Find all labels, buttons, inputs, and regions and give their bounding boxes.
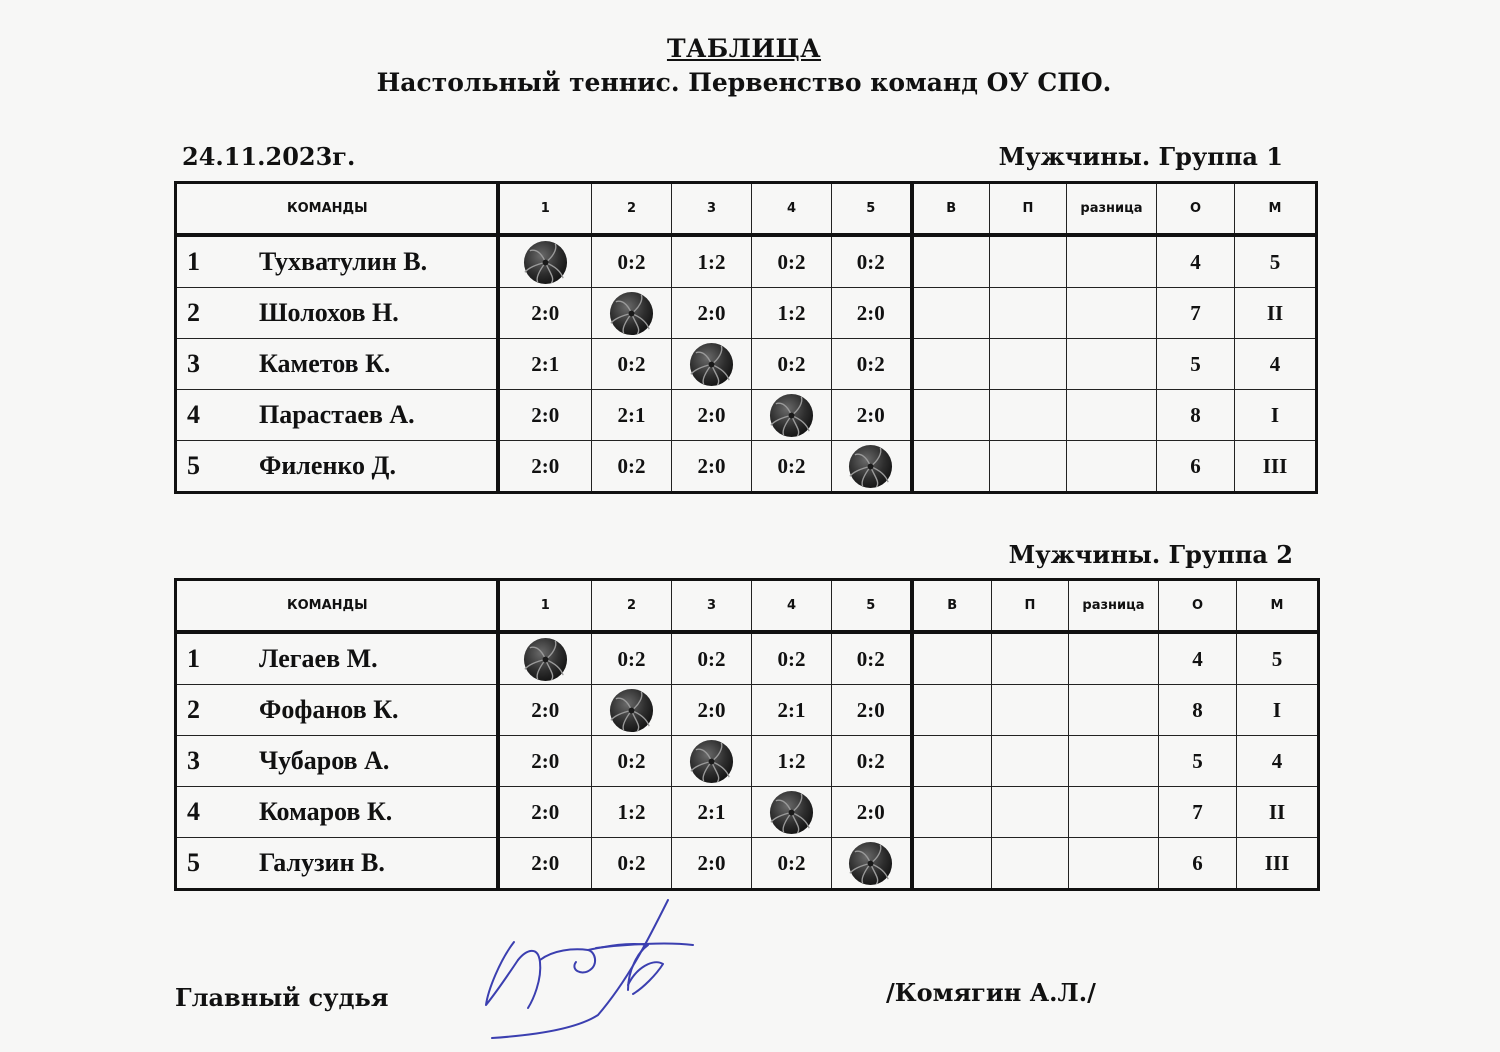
score-cell: 0:2 — [592, 339, 672, 390]
team-cell — [176, 632, 498, 685]
score-cell: 2:0 — [832, 390, 912, 441]
self-match-ball-icon — [498, 632, 592, 685]
signature-icon — [478, 890, 708, 1040]
diff-cell — [1069, 787, 1159, 838]
header-points: О — [1159, 580, 1237, 633]
score-cell: 2:1 — [672, 787, 752, 838]
points-cell: 5 — [1157, 339, 1235, 390]
header-losses: П — [990, 183, 1067, 236]
losses-cell — [992, 787, 1069, 838]
diff-cell — [1067, 390, 1157, 441]
losses-cell — [990, 441, 1067, 493]
score-cell: 2:0 — [832, 787, 912, 838]
header-diff: разница — [1069, 580, 1159, 633]
team-name: Чубаров А. — [259, 746, 390, 775]
wins-cell — [912, 235, 990, 288]
place-cell: I — [1237, 685, 1319, 736]
team-number: 3 — [187, 349, 200, 378]
header-col-4: 4 — [752, 183, 832, 236]
header-losses: П — [992, 580, 1069, 633]
table-row — [176, 838, 1319, 890]
table-row — [176, 339, 1317, 390]
team-cell — [176, 736, 498, 787]
points-cell: 4 — [1157, 235, 1235, 288]
points-cell: 7 — [1157, 288, 1235, 339]
score-cell: 1:2 — [752, 288, 832, 339]
points-cell: 7 — [1159, 787, 1237, 838]
place-cell: 5 — [1235, 235, 1317, 288]
losses-cell — [992, 632, 1069, 685]
score-cell: 0:2 — [832, 736, 912, 787]
wins-cell — [912, 288, 990, 339]
score-cell: 0:2 — [592, 441, 672, 493]
points-cell: 4 — [1159, 632, 1237, 685]
losses-cell — [990, 339, 1067, 390]
losses-cell — [990, 235, 1067, 288]
team-cell — [176, 390, 498, 441]
diff-cell — [1069, 736, 1159, 787]
chief-judge-label: Главный судья — [175, 983, 389, 1012]
losses-cell — [992, 685, 1069, 736]
team-cell — [176, 339, 498, 390]
team-name: Филенко Д. — [259, 451, 396, 480]
team-cell — [176, 838, 498, 890]
header-row — [176, 580, 1319, 633]
table-row — [176, 736, 1319, 787]
group1-table — [174, 181, 1318, 494]
score-cell: 2:1 — [498, 339, 592, 390]
score-cell: 2:0 — [672, 441, 752, 493]
header-col-5: 5 — [832, 183, 912, 236]
team-number: 5 — [187, 451, 200, 480]
place-cell: II — [1235, 288, 1317, 339]
table-row — [176, 441, 1317, 493]
score-cell: 2:0 — [498, 390, 592, 441]
points-cell: 8 — [1157, 390, 1235, 441]
team-name: Каметов К. — [259, 349, 391, 378]
header-points: О — [1157, 183, 1235, 236]
score-cell: 0:2 — [752, 632, 832, 685]
self-match-ball-icon — [498, 235, 592, 288]
score-cell: 0:2 — [592, 632, 672, 685]
score-cell: 2:1 — [752, 685, 832, 736]
table-row — [176, 685, 1319, 736]
table-row — [176, 787, 1319, 838]
header-place: М — [1235, 183, 1317, 236]
team-name: Шолохов Н. — [259, 298, 399, 327]
self-match-ball-icon — [752, 787, 832, 838]
score-cell: 2:0 — [498, 736, 592, 787]
header-col-5: 5 — [832, 580, 912, 633]
team-number: 4 — [187, 400, 200, 429]
header-wins: В — [912, 183, 990, 236]
self-match-ball-icon — [672, 339, 752, 390]
header-col-3: 3 — [672, 580, 752, 633]
score-cell: 2:1 — [592, 390, 672, 441]
score-cell: 0:2 — [832, 632, 912, 685]
date: 24.11.2023г. — [182, 142, 356, 171]
score-cell: 0:2 — [752, 339, 832, 390]
score-cell: 0:2 — [832, 339, 912, 390]
team-number: 5 — [187, 848, 200, 877]
self-match-ball-icon — [832, 838, 912, 890]
table-row — [176, 288, 1317, 339]
diff-cell — [1069, 632, 1159, 685]
team-cell — [176, 235, 498, 288]
header-place: М — [1237, 580, 1319, 633]
points-cell: 6 — [1157, 441, 1235, 493]
wins-cell — [912, 685, 992, 736]
header-col-2: 2 — [592, 580, 672, 633]
diff-cell — [1067, 235, 1157, 288]
score-cell: 2:0 — [672, 288, 752, 339]
diff-cell — [1067, 339, 1157, 390]
wins-cell — [912, 838, 992, 890]
page-subtitle: Настольный теннис. Первенство команд ОУ СПО. — [376, 68, 1112, 97]
score-cell: 0:2 — [592, 235, 672, 288]
group2-heading: Мужчины. Группа 2 — [1008, 540, 1293, 569]
points-cell: 8 — [1159, 685, 1237, 736]
team-number: 2 — [187, 298, 200, 327]
header-teams: КОМАНДЫ — [176, 580, 498, 633]
losses-cell — [990, 288, 1067, 339]
team-cell — [176, 787, 498, 838]
place-cell: III — [1235, 441, 1317, 493]
score-cell: 2:0 — [498, 838, 592, 890]
table-row — [176, 235, 1317, 288]
header-col-4: 4 — [752, 580, 832, 633]
diff-cell — [1069, 838, 1159, 890]
score-cell: 0:2 — [752, 441, 832, 493]
team-cell — [176, 288, 498, 339]
table-row — [176, 390, 1317, 441]
team-name: Тухватулин В. — [259, 247, 428, 276]
wins-cell — [912, 736, 992, 787]
self-match-ball-icon — [672, 736, 752, 787]
header-row — [176, 183, 1317, 236]
team-number: 1 — [187, 644, 200, 673]
wins-cell — [912, 390, 990, 441]
losses-cell — [990, 390, 1067, 441]
self-match-ball-icon — [752, 390, 832, 441]
self-match-ball-icon — [832, 441, 912, 493]
page-title: ТАБЛИЦА — [666, 34, 822, 63]
score-cell: 0:2 — [752, 235, 832, 288]
wins-cell — [912, 441, 990, 493]
points-cell: 6 — [1159, 838, 1237, 890]
diff-cell — [1069, 685, 1159, 736]
diff-cell — [1067, 441, 1157, 493]
score-cell: 2:0 — [672, 685, 752, 736]
score-cell: 0:2 — [592, 736, 672, 787]
place-cell: 4 — [1237, 736, 1319, 787]
chief-judge-name: /Комягин А.Л./ — [886, 978, 1096, 1007]
place-cell: II — [1237, 787, 1319, 838]
group2-table — [174, 578, 1320, 891]
score-cell: 2:0 — [498, 288, 592, 339]
score-cell: 2:0 — [672, 838, 752, 890]
score-cell: 2:0 — [832, 685, 912, 736]
header-diff: разница — [1067, 183, 1157, 236]
header-col-1: 1 — [498, 183, 592, 236]
wins-cell — [912, 339, 990, 390]
team-name: Галузин В. — [259, 848, 385, 877]
team-name: Парастаев А. — [259, 400, 415, 429]
score-cell: 2:0 — [498, 787, 592, 838]
header-col-2: 2 — [592, 183, 672, 236]
team-number: 4 — [187, 797, 200, 826]
score-cell: 1:2 — [752, 736, 832, 787]
score-cell: 0:2 — [672, 632, 752, 685]
score-cell: 2:0 — [498, 441, 592, 493]
score-cell: 2:0 — [832, 288, 912, 339]
place-cell: I — [1235, 390, 1317, 441]
team-cell — [176, 441, 498, 493]
group1-heading: Мужчины. Группа 1 — [998, 142, 1283, 171]
wins-cell — [912, 632, 992, 685]
score-cell: 0:2 — [832, 235, 912, 288]
self-match-ball-icon — [592, 288, 672, 339]
points-cell: 5 — [1159, 736, 1237, 787]
header-col-1: 1 — [498, 580, 592, 633]
diff-cell — [1067, 288, 1157, 339]
team-name: Фофанов К. — [259, 695, 399, 724]
losses-cell — [992, 838, 1069, 890]
score-cell: 0:2 — [592, 838, 672, 890]
score-cell: 2:0 — [498, 685, 592, 736]
score-cell: 0:2 — [752, 838, 832, 890]
score-cell: 2:0 — [672, 390, 752, 441]
self-match-ball-icon — [592, 685, 672, 736]
team-name: Комаров К. — [259, 797, 393, 826]
team-number: 3 — [187, 746, 200, 775]
header-col-3: 3 — [672, 183, 752, 236]
team-number: 2 — [187, 695, 200, 724]
place-cell: 4 — [1235, 339, 1317, 390]
place-cell: III — [1237, 838, 1319, 890]
header-teams: КОМАНДЫ — [176, 183, 498, 236]
team-number: 1 — [187, 247, 200, 276]
place-cell: 5 — [1237, 632, 1319, 685]
table-row — [176, 632, 1319, 685]
team-name: Легаев М. — [259, 644, 378, 673]
losses-cell — [992, 736, 1069, 787]
header-wins: В — [912, 580, 992, 633]
score-cell: 1:2 — [592, 787, 672, 838]
score-cell: 1:2 — [672, 235, 752, 288]
team-cell — [176, 685, 498, 736]
wins-cell — [912, 787, 992, 838]
